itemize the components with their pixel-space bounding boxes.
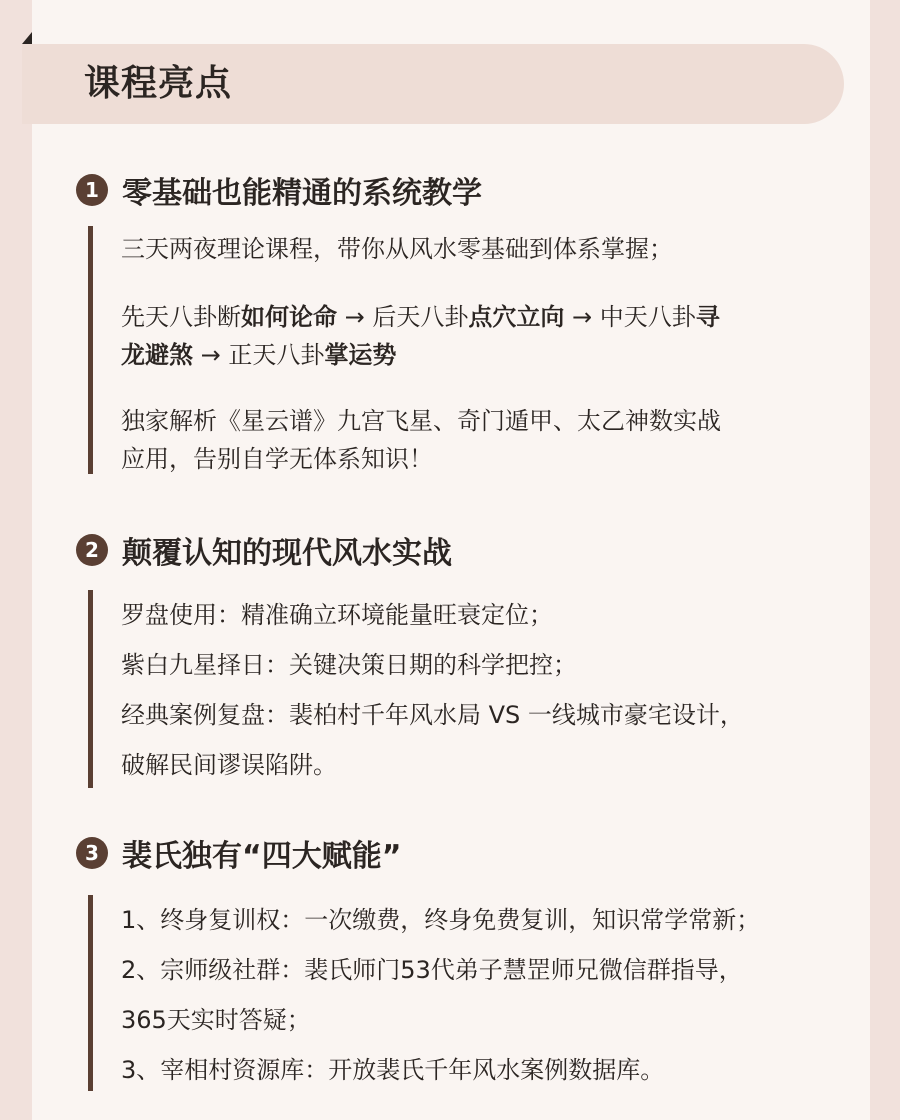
bold-segment: 寻 [695, 303, 720, 331]
bold-segment: 如何论命 [241, 303, 337, 331]
text-segment: → 中天八卦 [564, 303, 696, 331]
section-1-paragraph-2-line-1 [121, 298, 808, 336]
section-2-body [88, 590, 808, 788]
section-3-line-3: 365天实时答疑； [121, 1006, 311, 1034]
number-badge-2: 2 [76, 534, 108, 566]
bold-segment: 龙避煞 [121, 341, 193, 369]
number-badge-3: 3 [76, 837, 108, 869]
text-segment: 先天八卦断 [121, 303, 241, 331]
bold-segment: 掌运势 [324, 341, 397, 369]
section-2-line-1: 罗盘使用：精准确立环境能量旺衰定位； [121, 601, 553, 629]
section-1-paragraph-1: 三天两夜理论课程，带你从风水零基础到体系掌握； [121, 235, 673, 263]
section-3-line-1: 1、终身复训权：一次缴费，终身免费复训，知识常学常新； [121, 906, 761, 934]
section-2-line-3: 经典案例复盘：裴柏村千年风水局 VS 一线城市豪宅设计， [121, 701, 744, 729]
page-title: 课程亮点 [84, 63, 233, 104]
section-1-title: 零基础也能精通的系统教学 [122, 176, 482, 211]
text-segment: → 正天八卦 [193, 341, 325, 369]
corner-triangle-decoration [22, 32, 32, 44]
section-2-line-2: 紫白九星择日：关键决策日期的科学把控； [121, 651, 577, 679]
section-1-paragraph-3-line-1: 独家解析《星云谱》九宫飞星、奇门遁甲、太乙神数实战 [121, 407, 721, 435]
paragraph-gap [121, 272, 808, 298]
section-3-body [88, 895, 808, 1091]
section-1-paragraph-3-line-2: 应用，告别自学无体系知识！ [121, 445, 433, 473]
paragraph-gap [121, 374, 808, 402]
section-3-header [76, 835, 402, 874]
section-3-line-2: 2、宗师级社群：裴氏师门53代弟子慧罡师兄微信群指导， [121, 956, 743, 984]
section-3-title: 裴氏独有“四大赋能” [122, 839, 402, 874]
section-3-line-4: 3、宰相村资源库：开放裴氏千年风水案例数据库。 [121, 1056, 665, 1084]
section-1-body [88, 226, 808, 474]
section-2-title: 颠覆认知的现代风水实战 [122, 536, 452, 571]
section-1-header [76, 172, 482, 211]
bold-segment: 点穴立向 [468, 303, 565, 331]
text-segment: → 后天八卦 [337, 303, 469, 331]
title-banner [22, 44, 844, 124]
section-2-header [76, 532, 452, 571]
section-1-paragraph-2-line-2 [121, 336, 808, 374]
section-2-line-4: 破解民间谬误陷阱。 [121, 751, 337, 779]
number-badge-1: 1 [76, 174, 108, 206]
